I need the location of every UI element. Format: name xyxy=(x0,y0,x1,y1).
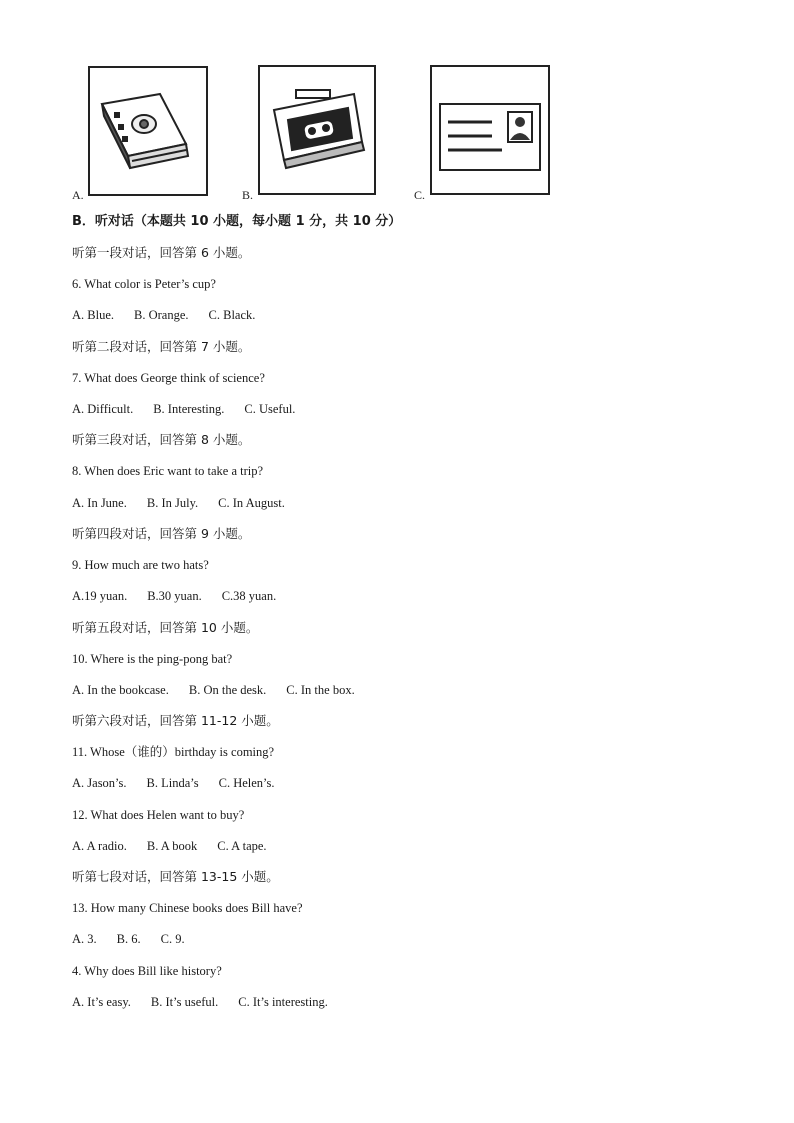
option-letter-a: A. xyxy=(72,188,84,202)
option: C. 9. xyxy=(160,932,185,946)
question-8: 8. When does Eric want to take a trip? xyxy=(72,464,264,478)
instruction-line: 听第五段对话，回答第 10 小题。 xyxy=(72,620,259,635)
option: C. A tape. xyxy=(217,839,267,853)
options-13 xyxy=(72,931,185,947)
question-14: 4. Why does Bill like history? xyxy=(72,964,222,978)
instruction-line: 听第三段对话，回答第 8 小题。 xyxy=(72,432,251,447)
question-9: 9. How much are two hats? xyxy=(72,558,209,572)
question-11: 11. Whose（谁的）birthday is coming? xyxy=(72,745,275,759)
instruction-line: 听第一段对话，回答第 6 小题。 xyxy=(72,245,251,260)
options-6 xyxy=(72,307,255,323)
option: A.19 yuan. xyxy=(72,589,128,603)
picture-options xyxy=(72,64,572,204)
options-14 xyxy=(72,994,328,1010)
option: C. It’s interesting. xyxy=(238,995,328,1009)
option-letter-b: B. xyxy=(242,188,254,202)
option-letter-c: C. xyxy=(414,188,426,202)
book-icon xyxy=(88,64,210,198)
instruction-line: 听第四段对话，回答第 9 小题。 xyxy=(72,526,251,541)
option: C. Helen’s. xyxy=(218,776,275,790)
option: B. Linda’s xyxy=(146,776,199,790)
picture-option-b xyxy=(258,64,376,196)
question-6: 6. What color is Peter’s cup? xyxy=(72,277,216,291)
option: C. In August. xyxy=(218,496,285,510)
option: B. It’s useful. xyxy=(150,995,219,1009)
question-12: 12. What does Helen want to buy? xyxy=(72,808,245,822)
picture-option-c xyxy=(430,64,550,196)
instruction-line: 听第二段对话，回答第 7 小题。 xyxy=(72,339,251,354)
question-10: 10. Where is the ping-pong bat? xyxy=(72,652,233,666)
options-7 xyxy=(72,401,295,417)
option: C.38 yuan. xyxy=(221,589,277,603)
tape-player-icon xyxy=(258,64,376,196)
question-13: 13. How many Chinese books does Bill have? xyxy=(72,901,303,915)
question-7: 7. What does George think of science? xyxy=(72,371,265,385)
id-card-icon xyxy=(430,64,550,196)
option: C. Useful. xyxy=(244,402,296,416)
option: A. Blue. xyxy=(72,308,115,322)
option: A. A radio. xyxy=(72,839,127,853)
option: B.30 yuan. xyxy=(147,589,202,603)
option: A. Jason’s. xyxy=(72,776,127,790)
instruction-line: 听第六段对话，回答第 11-12 小题。 xyxy=(72,713,279,728)
option: B. In July. xyxy=(146,496,199,510)
option: C. In the box. xyxy=(286,683,355,697)
options-9 xyxy=(72,588,276,604)
option: A. In June. xyxy=(72,496,127,510)
instruction-line: 听第七段对话，回答第 13-15 小题。 xyxy=(72,869,279,884)
option: A. 3. xyxy=(72,932,97,946)
picture-option-a xyxy=(88,64,210,198)
option: B. A book xyxy=(146,839,198,853)
option: A. In the bookcase. xyxy=(72,683,169,697)
options-8 xyxy=(72,495,285,511)
option: C. Black. xyxy=(208,308,256,322)
option: B. Orange. xyxy=(134,308,189,322)
option: A. Difficult. xyxy=(72,402,134,416)
option: B. Interesting. xyxy=(153,402,225,416)
option: B. On the desk. xyxy=(188,683,267,697)
section-b-heading: B．听对话（本题共 10 小题，每小题 1 分，共 10 分） xyxy=(72,214,402,229)
option: B. 6. xyxy=(116,932,141,946)
options-11 xyxy=(72,775,275,791)
options-12 xyxy=(72,838,267,854)
options-10 xyxy=(72,682,355,698)
option: A. It’s easy. xyxy=(72,995,131,1009)
